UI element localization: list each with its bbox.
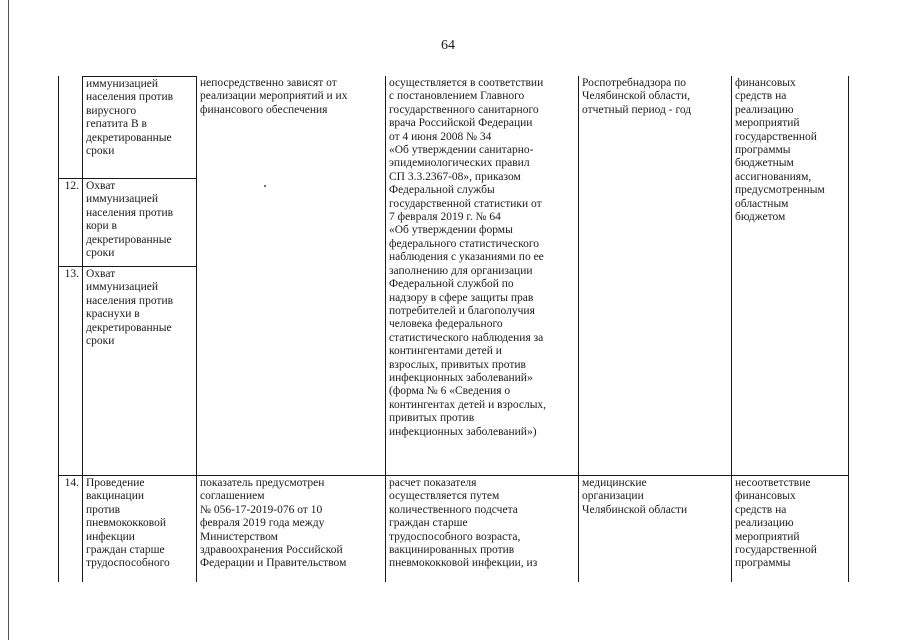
dependency-cell-14: показатель предусмотрен соглашением № 056-17-2019-076 от 10 февраля 2019 года между Министерством здравоохранения Российской Федерации и Правительством: [196, 475, 386, 582]
page-number: 64: [441, 38, 455, 53]
risk-cell-14: несоответствие финансовых средств на реализацию мероприятий государственной программы: [731, 475, 849, 582]
row-number-12: 12.: [58, 178, 83, 267]
indicator-cell-14: Проведение вакцинации против пневмококковой инфекции граждан старше трудоспособного: [82, 475, 197, 582]
page-left-edge: [8, 0, 9, 640]
indicator-cell-13: Охват иммунизацией населения против краснухи в декретированные сроки: [82, 266, 197, 476]
indicator-cell-continued: иммунизацией населения против вирусного гепатита В в декретированные сроки: [82, 76, 197, 179]
method-cell-block1: осуществляется в соответствии с постановлением Главного государственного санитарного врача Российской Федерации от 4 июня 2008 № 34 «Об утверждении санитарно- эпидемиологических правил СП 3.3.2367-08», приказом Федеральной службы государственной статистики от 7 февраля 2019 г. № 64 «Об утверждении формы федерального статистического наблюдения с указаниями по ее заполнению для организации Федеральной службой по надзору в сфере защиты прав потребителей и благополучия человека федерального статистического наблюдения за контингентами детей и взрослых, привитых против инфекционных заболеваний» (форма № 6 «Сведения о контингентах детей и взрослых, привитых против инфекционных заболеваний»): [385, 76, 579, 476]
source-cell-block1: Роспотребнадзора по Челябинской области, отчетный период - год: [578, 76, 732, 476]
source-cell-14: медицинские организации Челябинской области: [578, 475, 732, 582]
method-cell-14: расчет показателя осуществляется путем количественного подсчета граждан старше трудоспособного возраста, вакцинированных против пневмококковой инфекции, из: [385, 475, 579, 582]
row-number-14: 14.: [58, 475, 83, 582]
risk-cell-block1: финансовых средств на реализацию мероприятий государственной программы бюджетным ассигнованиям, предусмотренным областным бюджетом: [731, 76, 849, 476]
row-number-13: 13.: [58, 266, 83, 476]
indicator-cell-12: Охват иммунизацией населения против кори в декретированные сроки: [82, 178, 197, 267]
stray-dot-mark: [264, 185, 266, 187]
dependency-cell-block1: непосредственно зависят от реализации мероприятий и их финансового обеспечения: [196, 76, 386, 476]
row-number-cell-continued: [58, 76, 83, 179]
